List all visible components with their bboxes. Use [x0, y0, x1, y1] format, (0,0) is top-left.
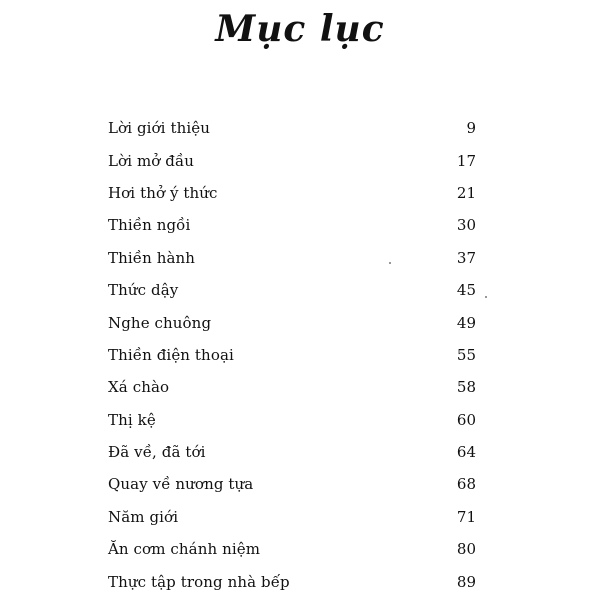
scan-speck	[389, 262, 391, 264]
page-title: Mục lục	[215, 8, 385, 50]
toc-entry	[108, 306, 476, 338]
toc-entry	[108, 565, 476, 597]
toc-entry	[108, 533, 476, 565]
toc-entry-title: Nghe chuông	[108, 313, 212, 332]
toc-entry	[108, 274, 476, 306]
toc-entry-page-number: 21	[456, 183, 476, 202]
toc-entry-page-number: 55	[456, 345, 476, 364]
toc-entry	[108, 177, 476, 209]
toc-entry	[108, 242, 476, 274]
toc-entry-page-number: 17	[456, 151, 476, 170]
toc-entry	[108, 339, 476, 371]
toc-entry-page-number: 30	[456, 216, 476, 235]
toc-entry-title: Ăn cơm chánh niệm	[108, 540, 261, 559]
toc-entry	[108, 144, 476, 176]
toc-entry-page-number: 89	[456, 572, 476, 591]
toc-entry-page-number: 58	[456, 378, 476, 397]
toc-entry	[108, 501, 476, 533]
toc-entry-title: Thiền điện thoại	[108, 345, 234, 364]
toc-entry-title: Thiền ngồi	[108, 216, 191, 235]
toc-entry-title: Thị kệ	[108, 410, 156, 429]
table-of-contents	[108, 112, 476, 598]
toc-entry	[108, 371, 476, 403]
toc-entry	[108, 436, 476, 468]
toc-entry-title: Lời giới thiệu	[108, 119, 210, 138]
toc-entry-page-number: 45	[456, 281, 476, 300]
toc-entry-title: Năm giới	[108, 507, 179, 526]
toc-entry-page-number: 80	[456, 540, 476, 559]
toc-entry-title: Thiền hành	[108, 248, 196, 267]
toc-entry-page-number: 49	[456, 313, 476, 332]
toc-entry-page-number: 9	[466, 119, 476, 138]
toc-entry	[108, 404, 476, 436]
scan-speck	[485, 296, 487, 298]
toc-entry	[108, 209, 476, 241]
toc-entry	[108, 112, 476, 144]
toc-entry-page-number: 68	[456, 475, 476, 494]
toc-entry-page-number: 71	[456, 507, 476, 526]
toc-entry-title: Thực tập trong nhà bếp	[108, 572, 290, 591]
toc-entry-title: Quay về nương tựa	[108, 475, 254, 494]
toc-entry-title: Lời mở đầu	[108, 151, 195, 170]
toc-entry-page-number: 60	[456, 410, 476, 429]
toc-entry-page-number: 64	[456, 443, 476, 462]
toc-entry	[108, 468, 476, 500]
toc-entry-title: Thức dậy	[108, 281, 179, 300]
toc-entry-title: Hơi thở ý thức	[108, 183, 218, 202]
toc-entry-title: Xá chào	[108, 378, 170, 397]
toc-entry-page-number: 37	[456, 248, 476, 267]
toc-entry-title: Đã về, đã tới	[108, 443, 206, 462]
